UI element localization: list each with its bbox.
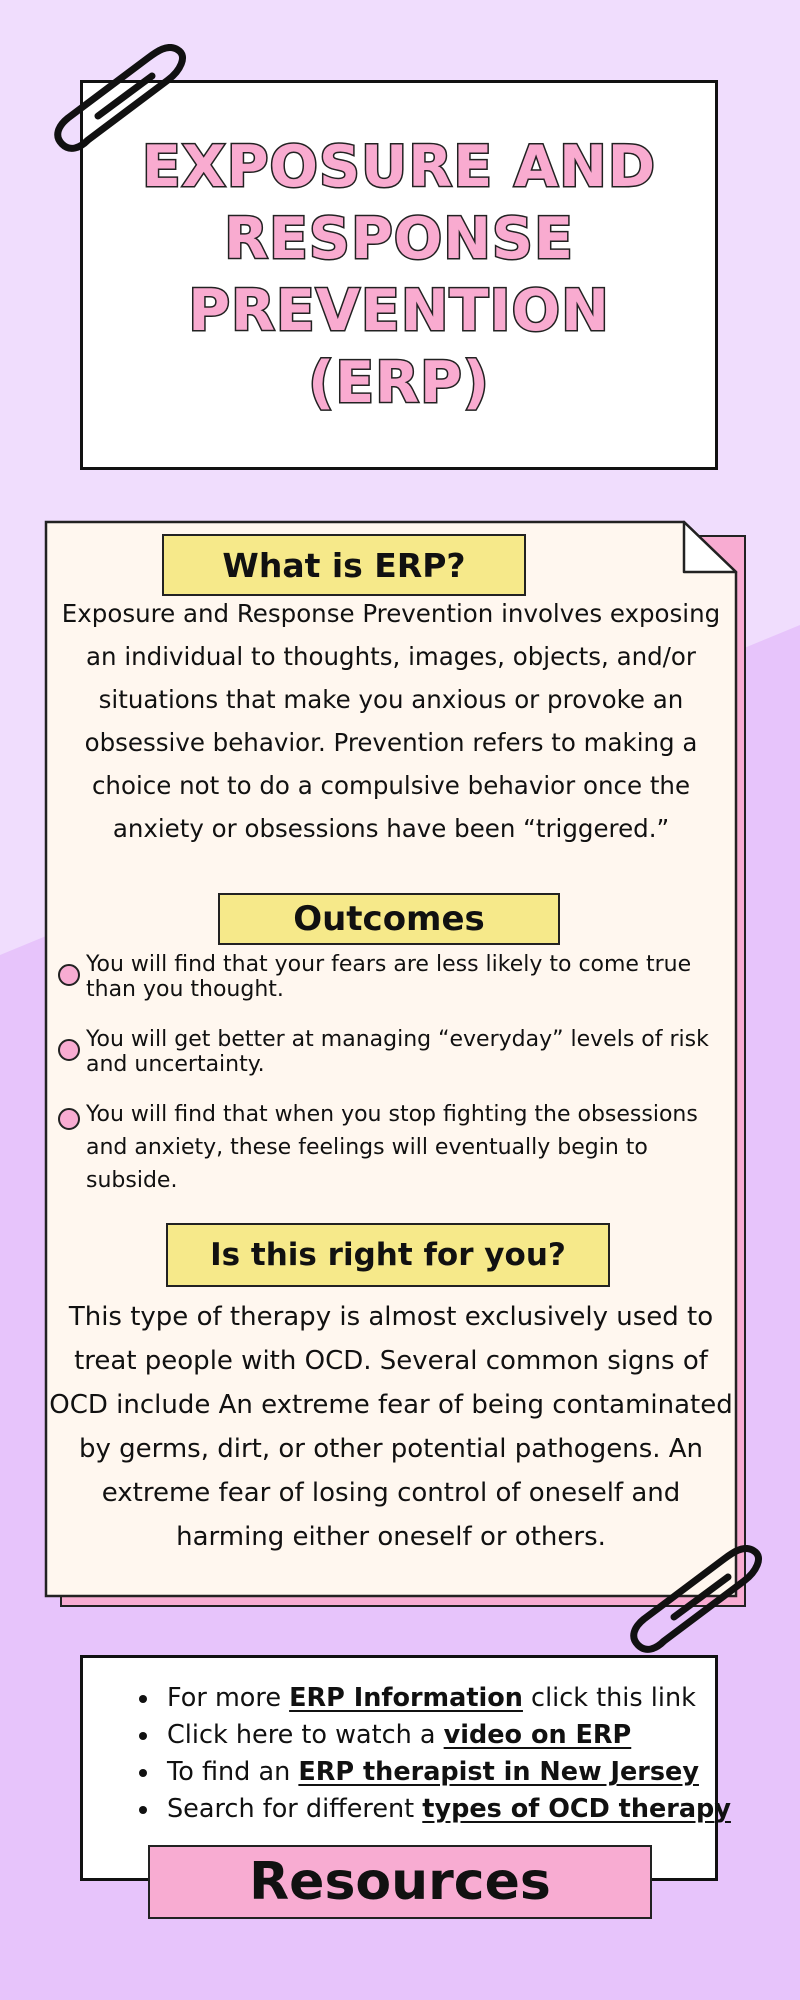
- bullet-icon: [139, 1695, 147, 1703]
- bullet-icon: [139, 1769, 147, 1777]
- video-on-erp-link[interactable]: video on ERP: [443, 1720, 632, 1750]
- outcomes-list: [46, 952, 736, 1222]
- outcome-text: You will find that your fears are less likely to come true than you thought.: [86, 952, 692, 1002]
- resource-text: To find an: [167, 1757, 299, 1787]
- list-item: [139, 1717, 715, 1754]
- list-item: [46, 1027, 736, 1077]
- list-item: [46, 952, 736, 1002]
- right-for-you-heading: Is this right for you?: [166, 1223, 610, 1287]
- ocd-therapy-types-link[interactable]: types of OCD therapy: [422, 1794, 731, 1824]
- outcomes-heading: Outcomes: [218, 893, 560, 945]
- resource-text: For more: [167, 1683, 290, 1713]
- bullet-icon: [58, 1108, 80, 1130]
- erp-information-link[interactable]: ERP Information: [289, 1683, 523, 1713]
- outcome-text: You will get better at managing “everyday” levels of risk and uncertainty.: [86, 1027, 709, 1077]
- list-item: [46, 1098, 736, 1197]
- bullet-icon: [58, 964, 80, 986]
- resources-list: [83, 1658, 731, 1828]
- resource-text: Click here to watch a: [167, 1720, 444, 1750]
- paperclip-icon: [628, 1545, 778, 1665]
- page-title: EXPOSURE AND RESPONSE PREVENTION (ERP): [141, 134, 657, 416]
- paper-content: [46, 522, 736, 1596]
- what-is-erp-heading: What is ERP?: [162, 534, 526, 596]
- list-item: [139, 1680, 715, 1717]
- bullet-icon: [58, 1039, 80, 1061]
- bullet-icon: [139, 1806, 147, 1814]
- erp-therapist-link[interactable]: ERP therapist in New Jersey: [298, 1757, 699, 1787]
- outcome-text: You will find that when you stop fighting the obsessions and anxiety, these feelings will eventually begin to subside.: [86, 1102, 698, 1193]
- bullet-icon: [139, 1732, 147, 1740]
- resource-text: click this link: [522, 1683, 696, 1713]
- right-for-you-body: This type of therapy is almost exclusively used to treat people with OCD. Several common signs of OCD include An extreme fear of being contaminated by germs, dirt, or other potential pathogens. An extreme fear of losing control of oneself and harming either oneself or others.: [49, 1302, 733, 1552]
- what-is-erp-body: Exposure and Response Prevention involves exposing an individual to thoughts, images, objects, and/or situations that make you anxious or provoke an obsessive behavior. Prevention refers to making a choice not to do a compulsive behavior once the anxiety or obsessions have been “triggered.”: [61, 599, 721, 843]
- resource-text: Search for different: [167, 1794, 423, 1824]
- list-item: [139, 1791, 731, 1828]
- paperclip-icon: [52, 44, 202, 164]
- resources-heading: Resources: [148, 1845, 652, 1919]
- list-item: [139, 1754, 715, 1791]
